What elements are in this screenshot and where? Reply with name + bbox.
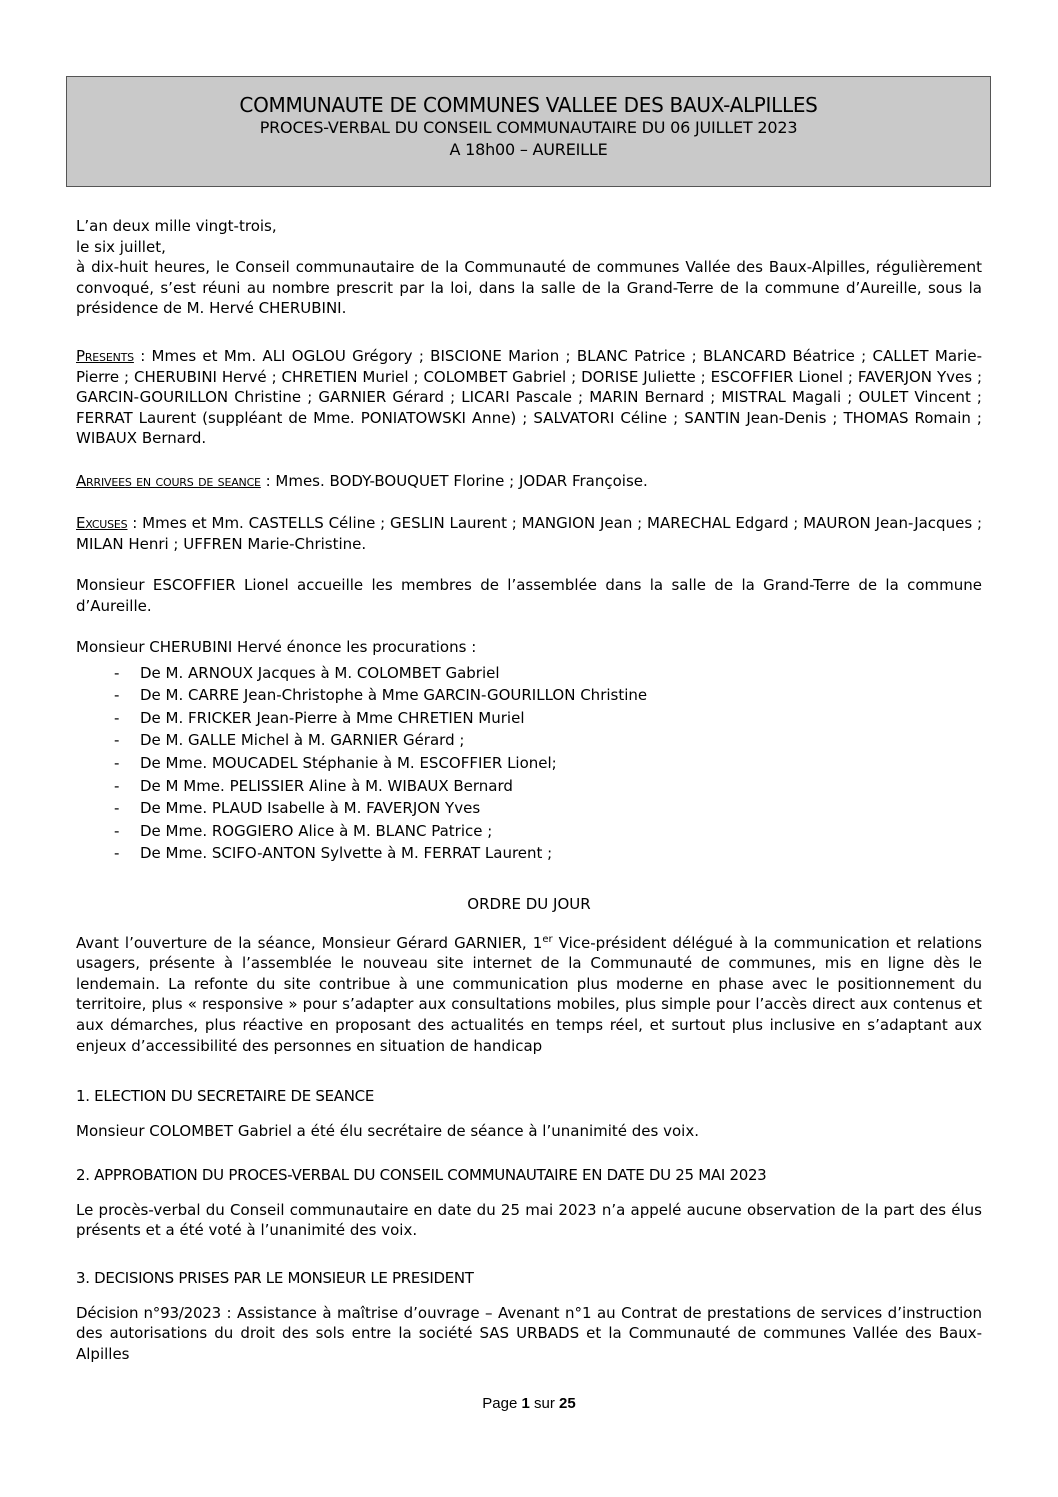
- accueil-block: [76, 575, 982, 616]
- list-item: - De M. ARNOUX Jacques à M. COLOMBET Gabriel: [76, 662, 982, 685]
- footer-page-word: Page: [482, 1395, 518, 1412]
- section-2: [76, 1165, 982, 1241]
- decision-label: Décision n°93/2023: [76, 1303, 222, 1322]
- presents-label: Presents: [76, 347, 134, 365]
- arrivees-label: Arrivees en cours de seance: [76, 472, 261, 490]
- accueil-paragraph: Monsieur ESCOFFIER Lionel accueille les membres de l’assemblée dans la salle de la Grand-Terre de la commune d’Aureille.: [76, 576, 982, 615]
- decision-paragraph: [76, 1303, 982, 1365]
- procurations-list: [76, 662, 982, 865]
- list-item: - De M. CARRE Jean-Christophe à Mme GARCIN-GOURILLON Christine: [76, 684, 982, 707]
- section-3: [76, 1268, 982, 1364]
- page-footer: [0, 1395, 1058, 1412]
- arrivees-block: [76, 471, 982, 492]
- list-item: - De M Mme. PELISSIER Aline à M. WIBAUX Bernard: [76, 775, 982, 798]
- procurations-intro: Monsieur CHERUBINI Hervé énonce les procurations :: [76, 638, 477, 656]
- footer-page-number: 1: [521, 1395, 530, 1412]
- excuses-block: [76, 513, 982, 554]
- intro-block: [76, 216, 982, 319]
- ordre-block: [76, 894, 982, 1056]
- presents-text: : Mmes et Mm. ALI OGLOU Grégory ; BISCIONE Marion ; BLANC Patrice ; BLANCARD Béatrice ; CALLET Marie-Pierre ; CHERUBINI Hervé ; CHRETIEN Muriel ; COLOMBET Gabriel ; DORISE Juliette ; ESCOFFIER Lionel ; FAVERJON Yves ; GARCIN-GOURILLON Christine ; GARNIER Gérard ; LICARI Pascale ; MARIN Bernard ; MISTRAL Magali ; OULET Vincent ; FERRAT Laurent (suppléant de Mme. PONIATOWSKI Anne) ; SALVATORI Céline ; SANTIN Jean-Denis ; THOMAS Romain ; WIBAUX Bernard.: [76, 347, 982, 448]
- decision-text: : Assistance à maîtrise d’ouvrage – Avenant n°1 au Contrat de prestations de services d’instruction des autorisations du droit des sols entre la société SAS URBADS et la Communauté de communes Vallée des Baux-Alpilles: [76, 1303, 982, 1363]
- ordre-paragraph: Avant l’ouverture de la séance, Monsieur Gérard GARNIER, 1er Vice-président délégué à la communication et relations usagers, présente à l’assemblée le nouveau site internet de la Communauté de communes, mis en ligne dès le lendemain. La refonte du site contribue à une communication plus moderne en phase avec le positionnement du territoire, plus « responsive » pour s’adapter aux consultations mobiles, plus simple pour l’accès direct aux contenus et aux démarches, plus réactive en proposant des actualités en temps réel, et surtout plus inclusive en s’adaptant aux enjeux d’accessibilité des personnes en situation de handicap: [76, 933, 982, 1055]
- section-3-title: 3. DECISIONS PRISES PAR LE MONSIEUR LE PRESIDENT: [76, 1269, 474, 1287]
- list-item: - De M. GALLE Michel à M. GARNIER Gérard ;: [76, 729, 982, 752]
- section-2-title: 2. APPROBATION DU PROCES-VERBAL DU CONSEIL COMMUNAUTAIRE EN DATE DU 25 MAI 2023: [76, 1166, 767, 1184]
- presents-block: [76, 346, 982, 449]
- arrivees-text: : Mmes. BODY-BOUQUET Florine ; JODAR Françoise.: [260, 472, 648, 490]
- footer-sur-word: sur: [534, 1395, 555, 1412]
- intro-date: le six juillet,: [76, 237, 166, 256]
- section-1-text: Monsieur COLOMBET Gabriel a été élu secrétaire de séance à l’unanimité des voix.: [76, 1121, 699, 1140]
- excuses-text: : Mmes et Mm. CASTELLS Céline ; GESLIN Laurent ; MANGION Jean ; MARECHAL Edgard ; MAURON Jean-Jacques ; MILAN Henri ; UFFREN Marie-Christine.: [76, 514, 982, 553]
- title-box: [66, 76, 991, 187]
- list-item: - De Mme. MOUCADEL Stéphanie à M. ESCOFFIER Lionel;: [76, 752, 982, 775]
- footer-page-total: 25: [559, 1395, 576, 1412]
- list-item: - De Mme. PLAUD Isabelle à M. FAVERJON Yves: [76, 797, 982, 820]
- excuses-label: Excuses: [76, 514, 128, 532]
- title-line-1: COMMUNAUTE DE COMMUNES VALLEE DES BAUX-ALPILLES: [239, 93, 818, 117]
- section-1-title: 1. ELECTION DU SECRETAIRE DE SEANCE: [76, 1087, 374, 1105]
- section-1: [76, 1086, 982, 1141]
- intro-paragraph: à dix-huit heures, le Conseil communautaire de la Communauté de communes Vallée des Baux-Alpilles, régulièrement convoqué, s’est réuni au nombre prescrit par la loi, dans la salle de la Grand-Terre de la commune d’Aureille, sous la présidence de M. Hervé CHERUBINI.: [76, 258, 982, 318]
- procurations-block: [76, 637, 982, 865]
- title-line-2: PROCES-VERBAL DU CONSEIL COMMUNAUTAIRE DU 06 JUILLET 2023: [259, 118, 798, 137]
- list-item: - De M. FRICKER Jean-Pierre à Mme CHRETIEN Muriel: [76, 707, 982, 730]
- intro-year: L’an deux mille vingt-trois,: [76, 217, 277, 235]
- section-2-text: Le procès-verbal du Conseil communautaire en date du 25 mai 2023 n’a appelé aucune observation de la part des élus présents et a été voté à l’unanimité des voix.: [76, 1200, 982, 1240]
- title-line-3: A 18h00 – AUREILLE: [449, 140, 608, 159]
- list-item: - De Mme. SCIFO-ANTON Sylvette à M. FERRAT Laurent ;: [76, 842, 982, 865]
- ordre-title: ORDRE DU JOUR: [467, 895, 591, 913]
- list-item: - De Mme. ROGGIERO Alice à M. BLANC Patrice ;: [76, 820, 982, 843]
